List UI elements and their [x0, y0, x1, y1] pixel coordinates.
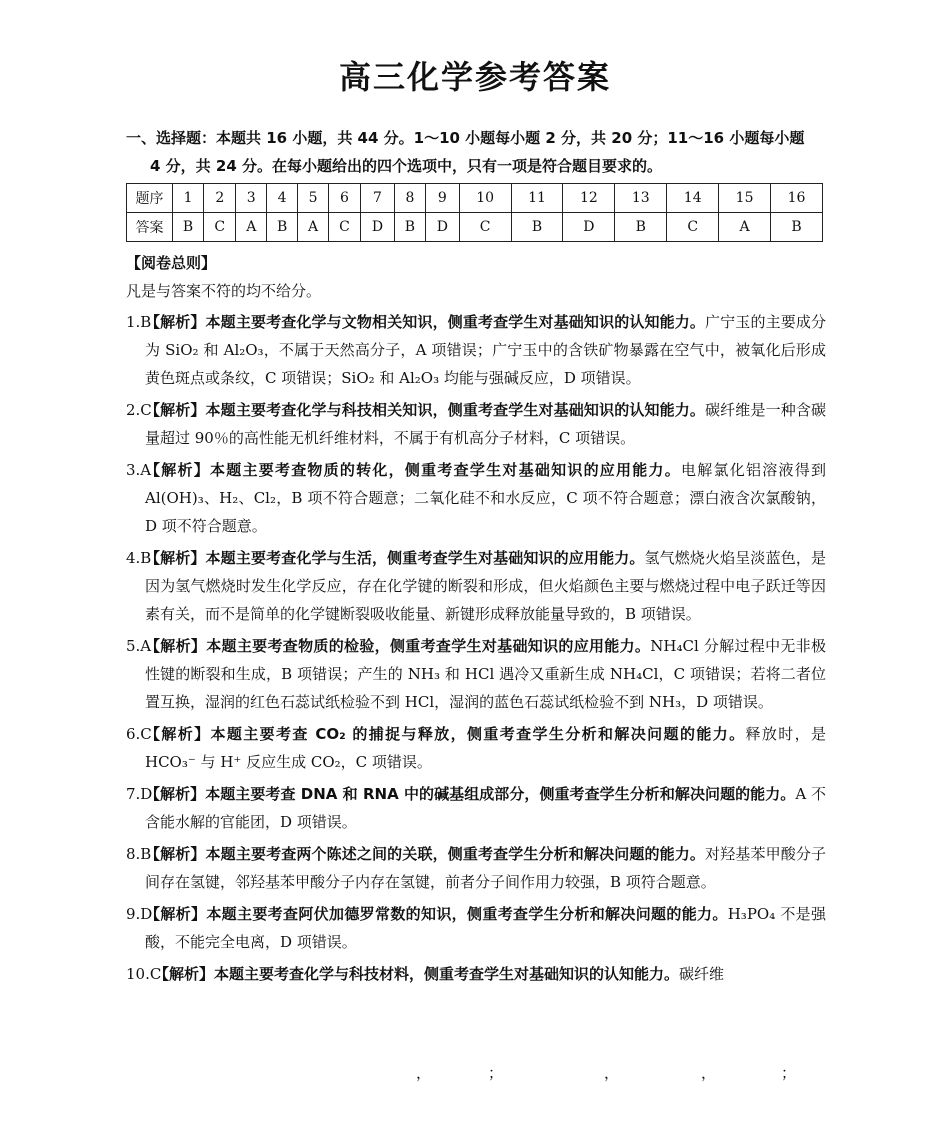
section-line-1: 一、选择题：本题共 16 小题，共 44 分。1～10 小题每小题 2 分，共 20 分；11～16 小题每小题 — [126, 129, 805, 147]
section-instructions — [126, 124, 826, 180]
punctuation-fragment: ， — [701, 1064, 717, 1082]
question-number: 11 — [511, 184, 563, 213]
answer-cell: B — [394, 213, 425, 242]
question-number: 13 — [615, 184, 667, 213]
item-detail: A 不含能水解的官能团，D 项错误。 — [145, 785, 826, 831]
item-number: 8.B — [126, 845, 152, 863]
explanation-item — [126, 720, 826, 776]
item-detail: 电解氯化铝溶液得到 Al(OH)₃、H₂、Cl₂，B 项不符合题意；二氧化硅不和水反应，C 项不符合题意；漂白液含次氯酸钠，D 项不符合题意。 — [145, 461, 826, 535]
item-number: 2.C — [126, 401, 152, 419]
answer-cell: A — [298, 213, 329, 242]
answer-table — [126, 183, 823, 242]
grading-rules-text: 凡是与答案不符的均不给分。 — [126, 282, 322, 300]
answer-cell: B — [615, 213, 667, 242]
answer-cell: C — [667, 213, 719, 242]
explanation-item — [126, 544, 826, 628]
item-focus: 【解析】本题主要考查阿伏加德罗常数的知识，侧重考查学生分析和解决问题的能力。 — [145, 905, 728, 923]
item-focus: 【解析】本题主要考查物质的转化，侧重考查学生对基础知识的应用能力。 — [145, 461, 682, 479]
punctuation-fragment: ； — [488, 1064, 504, 1082]
question-number: 14 — [667, 184, 719, 213]
answer-cell: D — [563, 213, 615, 242]
answer-cell: A — [719, 213, 771, 242]
question-number: 8 — [394, 184, 425, 213]
page-title: 高三化学参考答案 — [338, 58, 611, 96]
row-label-number: 题序 — [127, 184, 173, 213]
item-focus: 【解析】本题主要考查 CO₂ 的捕捉与释放，侧重考查学生分析和解决问题的能力。 — [145, 725, 746, 743]
answer-cell: B — [771, 213, 823, 242]
answer-cell: D — [425, 213, 459, 242]
explanations-list — [126, 308, 826, 992]
question-number: 6 — [328, 184, 360, 213]
explanation-item — [126, 396, 826, 452]
question-number: 4 — [267, 184, 298, 213]
item-number: 5.A — [126, 637, 152, 655]
explanation-item — [126, 308, 826, 392]
item-focus: 【解析】本题主要考查物质的检验，侧重考查学生对基础知识的应用能力。 — [145, 637, 651, 655]
question-number: 7 — [361, 184, 395, 213]
punctuation-fragment: ； — [781, 1064, 797, 1082]
question-number: 10 — [459, 184, 511, 213]
item-number: 1.B — [126, 313, 152, 331]
answer-cell: C — [328, 213, 360, 242]
item-detail: 碳纤维 — [679, 965, 725, 983]
item-number: 3.A — [126, 461, 152, 479]
item-detail: NH₄Cl 分解过程中无非极性键的断裂和生成，B 项错误；产生的 NH₃ 和 HCl 遇冷又重新生成 NH₄Cl，C 项错误；若将二者位置互换，湿润的红色石蕊试纸检验不到 HCl，湿润的蓝色石蕊试纸检验不到 NH₃，D 项错误。 — [145, 637, 826, 711]
item-focus: 【解析】本题主要考查化学与生活，侧重考查学生对基础知识的应用能力。 — [145, 549, 645, 567]
question-number: 3 — [236, 184, 267, 213]
explanation-item — [126, 960, 826, 988]
item-number: 10.C — [126, 965, 162, 983]
explanation-item — [126, 900, 826, 956]
item-focus: 【解析】本题主要考查化学与科技材料，侧重考查学生对基础知识的认知能力。 — [154, 965, 680, 983]
answer-cell: C — [204, 213, 236, 242]
item-focus: 【解析】本题主要考查化学与文物相关知识，侧重考查学生对基础知识的认知能力。 — [145, 313, 706, 331]
item-number: 6.C — [126, 725, 152, 743]
explanation-item — [126, 632, 826, 716]
answer-cell: D — [361, 213, 395, 242]
question-number: 15 — [719, 184, 771, 213]
punctuation-fragment: ， — [604, 1064, 620, 1082]
item-detail: 氢气燃烧火焰呈淡蓝色，是因为氢气燃烧时发生化学反应，存在化学键的断裂和形成，但火焰颜色主要与燃烧过程中电子跃迁等因素有关，而不是简单的化学键断裂吸收能量、新键形成释放能量导致的，B 项错误。 — [145, 549, 826, 623]
answer-cell: B — [267, 213, 298, 242]
item-detail: 碳纤维是一种含碳量超过 90％的高性能无机纤维材料，不属于有机高分子材料，C 项错误。 — [145, 401, 826, 447]
item-detail: 释放时，是 HCO₃⁻ 与 H⁺ 反应生成 CO₂，C 项错误。 — [145, 725, 826, 771]
answer-cell: B — [511, 213, 563, 242]
question-number: 12 — [563, 184, 615, 213]
grading-rules-heading: 【阅卷总则】 — [126, 254, 217, 272]
item-detail: H₃PO₄ 不是强酸，不能完全电离，D 项错误。 — [145, 905, 826, 951]
item-focus: 【解析】本题主要考查 DNA 和 RNA 中的碱基组成部分，侧重考查学生分析和解决问题的能力。 — [145, 785, 796, 803]
question-number: 2 — [204, 184, 236, 213]
answer-cell: B — [173, 213, 204, 242]
explanation-item — [126, 456, 826, 540]
question-number: 16 — [771, 184, 823, 213]
punctuation-fragment: ， — [416, 1064, 432, 1082]
answer-table-number-row — [127, 184, 823, 213]
answer-table-answer-row — [127, 213, 823, 242]
answer-cell: A — [236, 213, 267, 242]
item-detail: 对羟基苯甲酸分子间存在氢键，邻羟基苯甲酸分子内存在氢键，前者分子间作用力较强，B 项符合题意。 — [145, 845, 826, 891]
item-number: 9.D — [126, 905, 153, 923]
item-detail: 广宁玉的主要成分为 SiO₂ 和 Al₂O₃，不属于天然高分子，A 项错误；广宁玉中的含铁矿物暴露在空气中，被氧化后形成黄色斑点或条纹，C 项错误；SiO₂ 和 Al₂O₃ 均能与强碱反应，D 项错误。 — [145, 313, 826, 387]
item-focus: 【解析】本题主要考查两个陈述之间的关联，侧重考查学生分析和解决问题的能力。 — [145, 845, 706, 863]
explanation-item — [126, 780, 826, 836]
answer-cell: C — [459, 213, 511, 242]
explanation-item — [126, 840, 826, 896]
section-line-2: 4 分，共 24 分。在每小题给出的四个选项中，只有一项是符合题目要求的。 — [150, 157, 662, 175]
question-number: 5 — [298, 184, 329, 213]
row-label-answer: 答案 — [127, 213, 173, 242]
item-number: 4.B — [126, 549, 152, 567]
item-focus: 【解析】本题主要考查化学与科技相关知识，侧重考查学生对基础知识的认知能力。 — [145, 401, 706, 419]
item-number: 7.D — [126, 785, 153, 803]
question-number: 9 — [425, 184, 459, 213]
question-number: 1 — [173, 184, 204, 213]
